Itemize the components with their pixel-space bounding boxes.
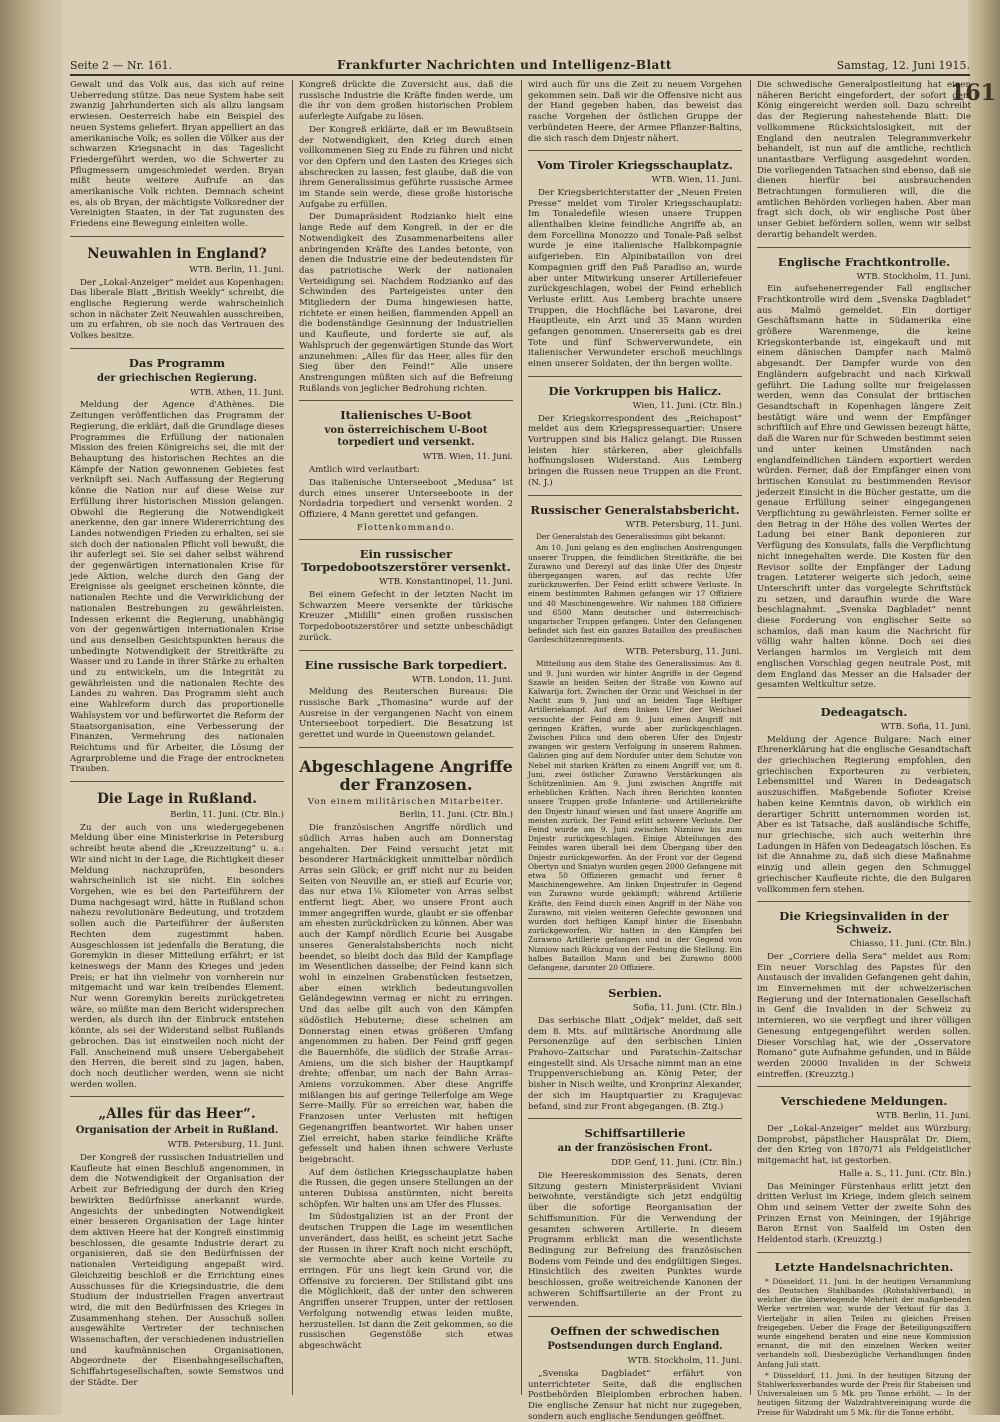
article-divider <box>299 747 513 748</box>
column-4 <box>757 80 971 1417</box>
dateline: Berlin, 11. Juni. (Ctr. Bln.) <box>399 810 513 821</box>
dateline: Chiasso, 11. Juni. (Ctr. Bln.) <box>849 939 971 950</box>
headline-frachtkontrolle: Englische Frachtkontrolle. <box>777 254 951 269</box>
dateline: WTB. Petersburg, 11. Juni. <box>625 519 742 530</box>
article-paragraph: Der „Lokal-Anzeiger“ meldet aus Würzburg: Domprobst, päpstlicher Hausprälat Dr. Diem, der den Krieg von 1870/71 als Feldgeistlicher mitgemacht hat, ist gestorben. <box>757 1124 971 1167</box>
article-paragraph: Kongreß drückte die Zuversicht aus, daß die russische Industrie die Kräfte finden werde, um die ihr von dem großen historischen Problem auferlegte Aufgabe zu lösen. <box>299 80 513 123</box>
article-divider <box>757 901 971 902</box>
column-rule <box>292 80 293 1395</box>
article-paragraph: Zu der auch von uns wiedergegebenen Meldung über eine Ministerkrise in Petersburg schreibt heute abend die „Kreuzzeitung“ u. a.: Wir sind nicht in der Lage, die Richtigkeit dieser Meldung nachzuprüfen, besonders wahrscheinlich ist sie nicht. Ein solches Vorgehen, wie es bei den Parteiführern der Duma nachgesagt wird, hätte in Rußland schon nahezu revolutionäre Bedeutung, und trotzdem sollen auch die Parteiführer der äußersten Rechten dem zugestimmt haben. Ausgeschlossen ist jedenfalls die Beratung, die Goremykin in dieser Mitteilung erfährt; er ist keineswegs der Mann des Krieges und jeden Preis; er hat ihn vielmehr von vornherein nur mitgemacht und war kein treibendes Element. Nur wenn Goremykin bereits zurückgetreten wäre, so müßte man dem Bericht widersprechen werden, als durch ihn der Einbruck entstehen könnte, als sei der Widerstand selbst Rußlands gebrochen. Das ist einstweilen noch nicht der Fall. Anscheinend muß unsere Uebergabeheit den Herren, die bereit sind zu jagen, haben, doch noch deutlicher werden, wenn sie nicht werden wollen. <box>70 822 284 1090</box>
article-paragraph: wird auch für uns die Zeit zu neuem Vorgehen gekommen sein. Daß wir die Offensive nicht aus der Hand gegeben haben, das beweist das rasche Vorgehen der östlichen Gruppe der verbündeten Heere, der Armee Pflanzer-Baltins, die sich rasch dem Dnjestr nähert. <box>528 80 742 144</box>
dateline: WTB. Sofia, 11. Juni. <box>880 721 971 732</box>
article-paragraph: Die französischen Angriffe nördlich und südlich Arras haben auch am Donnerstag angehalten. Der Feind versucht jetzt mit besonderer Hartnäckigkeit unmittelbar nördlich Arras sein Glück; er griff nicht nur zu beiden Seiten von Neuville an, er stieß auf Ecurie vor, das nur etwa 1⅛ Kilometer von Arras selbst entfernt liegt. Aber, wo unsere Front auch immer angegriffen wurde, glaubt er sie offenbar am ehesten zurückdrücken zu können. Aber was auch der Kampf nördlich Ecurie bei Ausgabe unseres Generalstabsberichts noch nicht beendet, so bleibt doch das Bild der Kampflage im Wesentlichen dasselbe; der Feind kann sich wohl in einzelnen Grabenstücken festsetzen, aber einen wirklich bedeutungsvollen Geländegewinn vermag er nicht zu erringen. Und das selbe gilt auch von den Kämpfen südöstlich Hebuterne; diese scheinen am Donnerstag einen etwas größeren Umfang angenommen zu haben. Der Feind griff gegen die Bauernhöfe, die südlich der Straße Arras–Amiens, um die sich bisher der Hauptkampf drehte; offenbar, um nach der Bahn Arras–Amiens vorzukommen. Aber diese Angriffe mißlangen bis auf geringe Teilerfolge am Wege Serre–Mailly. Für so erreichen war, haben die Franzosen unter Verlusten mit heftigen Gegenangriffen beantwortet. Wir haben unser Ziel erreicht, haben starke feindliche Kräfte gefesselt und haben ihnen schwere Verluste beigebracht. <box>299 823 513 1165</box>
article-paragraph: Der Generalstab des Generalissimus gibt bekannt: <box>536 532 726 542</box>
article-divider <box>528 495 742 496</box>
article-paragraph: Der Kriegsberichterstatter der „Neuen Freien Presse“ meldet vom Tiroler Kriegsschauplatz: Im Tonaledefile wiesen unsere Truppen allenthalben kleine feindliche Angriffe ab, an dem Forcellina Monozzo und Tonale-Paß selbst wurde je eine italienische Halbkompagnie aufgerieben. Ein Alpinibataillon von drei Kompagnien griff den Paß Paradiso an, wurde aber unter Mitwirkung unserer Artilleriefeuer zurückgeschlagen, wobei der Feind erheblich Verluste erlitt. Aus Lemberg brachte unsere Truppen, die Hochfläche bei Lavarone, drei Hauptleute, ein Arzt und 35 Mann wurden gefangen genommen. Unsererseits gab es drei Tote und fünf Schwerverwundete, ein italienischer Verwundeter erschoß meuchlings einen unserer Soldaten, der ihn bergen wollte. <box>528 187 742 370</box>
dateline: Halle a. S., 11. Juni. (Ctr. Bln.) <box>838 1168 971 1179</box>
article-paragraph: Bei einem Gefecht in der letzten Nacht im Schwarzen Meere versenkte der türkische Kreuzer „Midilli“ einen großen russischen Torpedobootszerstörer und setzte unbeschädigt zurück. <box>299 590 513 643</box>
article-paragraph: Die schwedische Generalpostleitung hat einen näheren Bericht eingefordert, der sofort dem König eingereicht werden soll. Dazu schreibt das der Regierung nahestehende Blatt: Die vollkommene Rücksichtslosigkeit, mit der England den neutralen Telegrammverkehr behandelt, ist nun auf die amtliche, rechtlich unantastbare Verfügung ausgedehnt worden. Die vorliegenden Tatsachen sind ebenso, daß sie dienen hierfür bei ausbrauchenden Betrachtungen formulieren will, die die amtlichen Behörden vorliegen haben. Aber man fragt sich doch, ob wir englische Post über unser Gebiet befördern sollen, wenn wir selbst derartig behandelt werden. <box>757 80 971 240</box>
article-paragraph: Im Südostgalizien ist an der Front der deutschen Truppen die Lage im wesentlichen unverändert, dass heißt, es scheint jetzt Sache der Russen in ihrer Kraft noch nicht erschöpft, sie vermochte aber auch keine Vorteile zu erringen. Für uns liegt kein Grund vor, die Offensive zu forcieren. Der Stillstand gibt uns die Möglichkeit, daß der unter den schweren Angriffen unserer Truppen, unter der rettlosen Verfolgung notwendig etwas leiden mußte, herzustellen. Ist dann die Zeit gekommen, so die russischen Gegenstöße sich etwas abgeschwächt <box>299 1212 513 1351</box>
article-paragraph: Am 10. Juni gelang es den englischen Anstrengungen unserer Truppen, die feindlichen Streitkräfte, die bei Zurawno und Derezyl auf das linke Ufer des Dnjestr übergegangen waren, auf das rechte Ufer zurückzuwerfen. Der Feind erlitt schwere Verluste. In einem bestimmten Rahmen gefangen wir 17 Offiziere und 40 Maschinengewehre. Wir nahmen 188 Offiziere und 6500 Mann deutscher und österreichisch-ungarischer Truppen gefangen. Unter den Gefangenen befindet sich fast ein ganzes Bataillon des preußischen Gardeschützenregiments. <box>528 543 742 645</box>
dateline: WTB. Petersburg, 11. Juni. <box>625 646 742 657</box>
headline-alles-fuer-das-heer: „Alles für das Heer“. <box>98 1106 256 1123</box>
headline-kriegsinvaliden: Die Kriegsinvaliden in der Schweiz. <box>779 909 949 937</box>
header-masthead: Frankfurter Nachrichten und Intelligenz-Blatt <box>336 58 672 72</box>
article-paragraph: Der „Lokal-Anzeiger“ meldet aus Kopenhagen: Das liberale Blatt „British Weekly“ schreibt, die englische Regierung werde wahrscheinlich schon in nächster Zeit Neuwahlen ausschreiben, um zu erfahren, ob sie noch das Vertrauen des Volkes besitze. <box>70 277 284 342</box>
subheadline-alles: Organisation der Arbeit in Rußland. <box>75 1125 279 1137</box>
article-paragraph: „Svenska Dagbladet“ erfährt von unterrichteter Seite, daß die englischen Postbehörden Bleiplomben erbrochen haben. Die englische Zensur hat nicht nur zugegeben, sondern auch englische Sendungen geöffnet. <box>528 1368 742 1422</box>
article-divider <box>70 348 284 349</box>
dateline: Wien, 11. Juni. (Ctr. Bln.) <box>632 400 742 411</box>
article-paragraph: Mitteilung aus dem Stabe des Generalissimus: Am 8. und 9. Juni wurden wir hinter Angriffe in der Gegend Szawle an beiden Seiten der Straße von Kowno auf Kalwarija fort. Zwischen der Orzic und Weichsel in der Nacht zum 9. Juni und an beiden Tage Heftiger Artilleriekampf. Auf dem linken Ufer der Weichsel versuchte der Feind am 9. Juni einen Angriff mit geringen Kräften, wurde aber zurückgeschlagen. Zwischen Pilica und dem oberen Ufer des Dnjestr zwangen wir gestern Verfolgung in unserem Rahmen. Galizien ging auf dem Nordufer unter dem Schutze von Nebel mit starken Kräften zu einem Angriff vor, um 8. Juni, zwei östlicher Zurawno Verstärkungen als Schützenlinien. Am 9. Juni zwischen Angriffe mit erheblichen Kräften. Nach ihren Berichten konnten unsere Truppen große Infanterie- und Artilleriekräfte den Dnjestr hinauf wiesen und fast unsere Angriffe am meisten zurück. Der Feind erlitt schwere Verluste. Der Feind wurde am 9. Juni zwischen Nizniow bis zum Dnjestr zurückgeschlagen. Einige Abteilungen des Feindes waren überall bei dem Übergang über den Dnjestr zurückgeworfen. An der Front vor der Gegend Obertyn und Sniatyn wurden gegen 2000 Gefangene mit etwa 50 Offizieren gemacht und ferner 8 Maschinengewehre. Am linken Dnjestrufer in Gegend von Zurawno wurde gekämpft; während Artillerie Kräfte, den Feind durch einen Angriff in der Nähe von Zurawno, mit vielen weiteren Gefechte gewonnen und wurden dort heftigen Kampf hinter die Eisenbahn zurückgeworfen. Wir hatten in den Kämpfen bei Zurawno Artillerie gefangen und in der Gegend von Nizniow nach Rückzug von der Festung die Stellung. Ein halbes Bataillon Mann und bei Zurawno 8000 Gefangene, darunter 20 Offiziere. <box>528 659 742 973</box>
article-divider <box>528 978 742 979</box>
headline-halicz: Die Vorkruppen bis Halicz. <box>548 383 722 398</box>
subheadline-programm: der griechischen Regierung. <box>97 372 257 384</box>
article-divider <box>528 150 742 151</box>
page-right-edge <box>968 0 1000 1415</box>
article-divider <box>70 781 284 782</box>
article-divider <box>757 1252 971 1253</box>
newspaper-page <box>70 54 971 1422</box>
dateline: WTB. Stockholm, 11. Juni. <box>627 1356 742 1367</box>
article-paragraph: Der Kongreß der russischen Industriellen und Kaufleute hat einen Beschluß angenommen, in dem die Notwendigkeit der Organisation der Arbeit zur Befriedigung der durch den Krieg bewirkten Bedürfnisse anerkannt wurde. Angesichts der unbedingten Notwendigkeit einer besseren Organisation der Lage hinter dem aktiven Heere hat der Kongreß einstimmig beschlossen, die gesamte Industrie derart zu organisieren, daß sie den Bedürfnissen der nationalen Verteidigung angepaßt wird. Gleichzeitig beschloß er die Errichtung eines Ausschusses für die Kriegsindustrie, die dem Studium der industriellen Fragen anvertraut wird, die mit den Bedürfnissen des Krieges in Zusammenhang stehen. Der Ausschuß sollen ausgewählte Vertreter der technischen Wissenschaften, der verschiedenen industriellen und kaufmännischen Organisationen, Abgeordnete der Eisenbahngesellschaften, Schiffahrtsgesellschaften, sowie Semstwos und der Städte. Der <box>70 1153 284 1388</box>
article-paragraph: Auf dem östlichen Kriegsschauplatze haben die Russen, die gegen unsere Stellungen an der unteren Dubissa anstürmten, nicht bereits schöpfen. Wir halten uns am Ufer des Flusses. <box>299 1167 513 1210</box>
dateline: WTB. Wien, 11. Juni. <box>651 175 742 186</box>
article-paragraph: Der Dumapräsident Rodzianko hielt eine lange Rede auf dem Kongreß, in der er die Notwendigkeit des Zusammenarbeitens aller anbringenden Kräfte des Landes betonte, von denen die Industrie eine der bedeutendsten für das patriotische Werk der nationalen Verteidigung sei. Nachdem Rodzianko auf das Schwinden des Parteigeistes unter den Mitgliedern der Duma hingewiesen hatte, richtete er einen heißen, flammenden Appell an die bodenständige Gesinnung der Industriellen und Kaufleute, und forderte sie auf, als Wahlspruch der gegenwärtigen Stunde das Wort anzunehmen: „Alles für das Heer, alles für den Sieg über den Feind!“ Alle unsere Anstrengungen müßten sich auf die Befreiung Rußlands von jeglicher Bedrohung richten. <box>299 212 513 394</box>
header-date: Samstag, 12. Juni 1915. <box>836 59 970 72</box>
headline-bark: Eine russische Bark torpediert. <box>304 657 508 672</box>
subheadline-oeffnen: Postsendungen durch England. <box>547 1341 723 1353</box>
headline-torpedoboot: Ein russischer Torpedobootszerstörer versenkt. <box>301 547 511 575</box>
column-1 <box>70 80 284 1395</box>
article-divider <box>299 650 513 651</box>
headline-uboot: Italienisches U-Boot <box>340 408 472 423</box>
article-paragraph: Die Heereskommission des Senats, deren Sitzung gestern Ministerpräsident Viviani beiwohnte, verständigte sich jetzt endgültig über die sofortige Reorganisation der Schiffsmunition. Für die Verwendung der gesamten schweren Artillerie. In diesem Programm erblickt man die wesentlichste Bedingung zur Befreiung des französischen Bodens vom Feinde und des endgültigen Sieges. Hinsichtlich des zweiten Punktes wurde beschlossen, große weitreichende Kanonen der schweren Schiffsartillerie an der Front zu verwenden. <box>528 1170 742 1310</box>
signature: Flottenkommando. <box>356 522 455 533</box>
headline-lage-russland: Die Lage in Rußland. <box>97 791 257 808</box>
headline-serbien: Serbien. <box>608 986 662 1001</box>
article-paragraph: Meldung des Reuterschen Bureaus: Die russische Bark „Thomasina“ wurde auf der Ausreise in der vergangenen Nacht von einem Unterseeboot torpediert. Die Besatzung ist gerettet und wurde in Queenstown gelandet. <box>299 687 513 741</box>
article-paragraph: * Düsseldorf, 11. Juni. In der heutigen Sitzung der Stahlwerksverbandes wurde der Preis für Stabeisen und Universaleisen um 5 Mk. pro Tonne erhöht. — In der heutigen Sitzung der Walzdrahtvereinigung wurde die Preise für Walzdraht um 5 Mk. für die Tonne erhöht. <box>757 1370 971 1417</box>
dateline: WTB. Wien, 11. Juni. <box>422 452 513 463</box>
headline-neuwahlen: Neuwahlen in England? <box>87 245 267 262</box>
page-left-edge <box>0 0 62 1415</box>
article-divider <box>528 1118 742 1119</box>
article-divider <box>528 376 742 377</box>
article-paragraph: Meldung der Agence d'Athènes. Die Zeitungen veröffentlichen das Programm der Regierung, die erklärt, daß die Grundlage dieses Programmes die Erfüllung der nationalen Mission des freien Königreichs sei, die mit der Behauptung des historischen Rechtes an die Kämpfe der Nation gewonnenen Gebietes fest verknüpft sei. Nach Auffassung der Regierung könne die Nation nur auf diese Weise zur Erfüllung ihrer historischen Mission gelangen. Obwohl die Regierung die Notwendigkeit anerkenne, den gar innere Widererrichtung des Landes notwendigen Frieden zu erhalten, sei sie sich doch der nationalen Pflicht voll bewußt, die ihr auferlegt sei. Sie sei daher selbst während der gegenwärtigen internationalen Krise für jede Aktion, welche durch den Gang der Ereignisse als geeignet erscheinen könnte, die nationalen Rechte und die Verwirklichung der nationalen Bestrebungen zu gewährleisten. Indessen erkennt die Regierung, unabhängig von der gegenwärtigen internationalen Krise und aus denselben Gesichtspunkten heraus die unbedingte Notwendigkeit der Streitkräfte zu Wasser und zu Lande in ihrer Stärke zu erhalten und zu entwickeln, um die Integrität zu gewährleisten und die nationalen Rechte des Landes zu wahren. Das Programm sieht auch eine Wahlreform durch das proportionelle Wahlsystem vor und befürwortet die Reform der Staatsorganisation, eine Verbesserung der Finanzen, Vermehrung des nationalen Reichtums und für Arbeiter, die Lösung der Agrarprobleme und die Frage der entrockneten Trauben. <box>70 400 284 775</box>
headline-dedeagatsch: Dedeagatsch. <box>820 704 908 719</box>
dateline: WTB. Stockholm, 11. Juni. <box>856 271 971 282</box>
columns <box>70 80 971 1422</box>
headline-angriffe: Abgeschlagene Angriffe der Franzosen. <box>299 756 513 794</box>
article-paragraph: Der Kriegskorrespondent des „Reichspost“ meldet aus dem Kriegspressequartier: Unsere Vortruppen sind bis Halicz gelangt. Die Russen leisten hier stärkeren, aber gleichfalls hoffnungslosen Widerstand. Aus Lemberg bringen die Russen neue Truppen an die Front. (N. J.) <box>528 413 742 488</box>
headline-tirol: Vom Tiroler Kriegsschauplatz. <box>537 158 733 173</box>
dateline: WTB. Petersburg, 11. Juni. <box>167 1140 284 1151</box>
subheadline-uboot: von österreichischem U-Boot torpediert und versenkt. <box>324 425 488 449</box>
dateline: DDP. Genf, 11. Juni. (Ctr. Bln.) <box>611 1158 742 1169</box>
dateline: WTB. Berlin, 11. Juni. <box>876 1111 971 1122</box>
article-divider <box>299 400 513 401</box>
column-3 <box>528 80 742 1422</box>
subheadline-schiffsartillerie: an der französischen Front. <box>557 1143 713 1155</box>
article-divider <box>528 1316 742 1317</box>
dateline: Berlin, 11. Juni. (Ctr. Bln.) <box>170 810 284 821</box>
article-paragraph: Ein aufsehenerregender Fall englischer Frachtkontrolle wird dem „Svenska Dagbladet“ aus Malmö gemeldet. Ein dortiger Geschäftsmann hatte in Südamerika eine größere Warenmenge, die keine Kriegskonterbande ist, eingekauft und mit einem dänischen Dampfer nach Malmö abgesandt. Der Dampfer wurde von den Engländern aufgebracht und nach Kirkwall geführt. Die Ladung sollte nur freigelassen werden, wenn das Consulat der britischen Gesandtschaft in Kopenhagen längere Zeit bestätigt wäre und wenn der Empfänger schriftlich auf Ehre und Gewissen bezeugt hätte, daß die Waren nur für Schweden bestimmt seien und unter keinen Umständen nach englandfeindlichen Ländern exportiert werden würden. Ferner, daß der Empfänger einen vom britischen Konsulat zu bestimmenden Revisor jederzeit Einsicht in die Bücher gestatte, um die genaue Erfüllung seiner eingegangenen Verpflichtung zu gewährleisten. Ferner sollte er den Betrag in der Höhe des vollen Wertes der Ladung bei einer Bank deponieren zur Verfügung des Konsulats, falls die Verpflichtung nicht innegehalten werde. Die Kosten für den Revisor sollte der Empfänger der Ladung tragen. Letzterer weigerte sich jedoch, seine Unterschrift unter das vorgelegte Schriftstück zu setzen, und daraufhin wurde die Ware beschlagnahmt. „Svenska Dagbladet“ nennt diese Forderung von englischer Seite so schamlos, daß man kaum die Nachricht für völlig wahr halten könne. Doch sei dies Verlangen harmlos im Vergleich mit dem englischen Vorschlag gegen neutrale Post, mit dem England das Messer an die Halsader der gesamten Weltkultur setze. <box>757 284 971 691</box>
article-divider <box>757 1086 971 1087</box>
article-paragraph: Meldung der Agence Bulgare: Nach einer Ehrenerklärung hat die englische Gesandtschaft der griechischen Regierung empfohlen, den griechischen Exporteuren zu verbieten, Lebensmittel und Waren in Dedeagatsch auszuschiffen. Maßgebende Sofioter Kreise haben keine Kenntnis davon, ob wirklich ein derartiger Schritt unternommen worden ist. Aber es ist Tatsache, daß ausländische Schiffe, nur griechische, sich auch weiterhin ihre Ladungen in Häfen von Dedeagatsch löschen. Es ist die Annahme zu, daß sich diese Maßnahme einzig und allein gegen den Schmuggel griechischer Kaufleute richte, die den Bulgaren vollkommen fern stehen. <box>757 734 971 895</box>
article-divider <box>70 236 284 237</box>
article-paragraph: Gewalt und das Volk aus, das sich auf reine Ueberredung stütze. Das neue System habe seit zwanzig Jahrhunderten sich als allzu langsam erwiesen. Oesterreich habe ein Beispiel des neuen Systems geliefert. Bryan appelliert an das amerikanische Volk; es sollen die Völker aus der schwarzen Kriegsnacht in das Tageslicht Friedergeführt werden, wo die Schwerter zu Pflugmessern umgeschmiedet werden. Bryan mißt heute weitere Aufrufe an das amerikanische Volk richten. Demnach scheint es, als ob Bryan, der mächtigste Volksredner der Vereinigten Staaten, in der Tat zugunsten des Friedens eine Bewegung einleiten wolle. <box>70 80 284 230</box>
dateline: Sofia, 11. Juni. (Ctr. Bln.) <box>632 1003 742 1014</box>
header-page-number: Seite 2 — Nr. 161. <box>70 59 173 72</box>
page-folio: 161 <box>950 80 996 106</box>
article-paragraph: * Düsseldorf, 11. Juni. In der heutigen Versammlung des Deutschen Stahlbandes (Rohstahlverband), in welcher die überwiegende Mehrheit der maßgebenden Werke vertreten war, wurde der Verkauf für das 3. Vierteljahr in allen Teilen zu gleichen Preisen freigegeben. Ueber die Frage der Beteiligungsziffern wurde eingehend beraten und eine neue Kommission ernannt, die mit den einzelnen Werken weiter verhandeln soll. Diesbezügliche Verhandlungen finden Anfang Juli statt. <box>757 1276 971 1369</box>
article-divider <box>299 539 513 540</box>
dateline: WTB. Berlin, 11. Juni. <box>189 264 284 275</box>
headline-oeffnen: Oeffnen der schwedischen <box>550 1324 720 1339</box>
article-paragraph: Der „Corriere della Sera“ meldet aus Rom: Ein neuer Vorschlag des Papstes für den Austausch der invaliden Gefangenen geht dahin, im Einvernehmen mit der schweizerischen Regierung und der Internationalen Gesellschaft in Genf die Invaliden in der Schweiz zu internieren, wo sie verpflegt und ihrer völligen Genesung entgegengeführt werden sollen. Dieser Vorschlag hat, wie der „Osservatore Romano“ gute Aufnahme gefunden, und in Bälde werden 20000 Invaliden in der Schweiz eintreffen. (Kreuzztg.) <box>757 951 971 1080</box>
headline-generalstab: Russischer Generalstabsbericht. <box>530 502 740 517</box>
headline-handelsnachrichten: Letzte Handelsnachrichten. <box>774 1259 954 1274</box>
dateline: WTB. Konstantinopel, 11. Juni. <box>379 577 513 588</box>
article-paragraph: Das italienische Unterseeboot „Medusa“ ist durch eines unserer Unterseeboote in der Nordadria torpediert und versenkt worden. 2 Offiziere, 4 Mann gerettet und gefangen. <box>299 477 513 520</box>
article-paragraph: Der Kongreß erklärte, daß er im Bewußtsein der Notwendigkeit, den Krieg durch einen vollkommenen Sieg zu Ende zu führen und nicht vor den Opfern und den Lasten des Krieges sich abschrecken zu lassen, fest glaube, daß die von ihrem Generalissimus geführte russische Armee im Stande sein werde, diese große historische Aufgabe zu erfüllen. <box>299 124 513 210</box>
headline-programm: Das Programm <box>128 355 226 370</box>
page-header <box>70 54 970 76</box>
headline-verschiedene: Verschiedene Meldungen. <box>780 1094 948 1109</box>
dateline: WTB. Athen, 11. Juni. <box>190 387 284 398</box>
column-rule <box>521 80 522 1395</box>
article-divider <box>70 1096 284 1097</box>
byline: Von einem militärischen Mitarbeiter. <box>307 796 505 807</box>
article-paragraph: Amtlich wird verlautbart: <box>309 465 420 476</box>
headline-schiffsartillerie: Schiffsartillerie <box>584 1126 686 1141</box>
column-2 <box>299 80 513 1395</box>
article-paragraph: Das Meininger Fürstenhaus erlitt jetzt den dritten Verlust im Kriege, indem gleich seinem Ohm und seinem Vetter der zweite Sohn des Prinzen Ernst von Meiningen, der 19jährige Baron Ernst von Saalfeld im Osten den Heldentod starb. (Kreuzztg.) <box>757 1181 971 1246</box>
article-divider <box>757 697 971 698</box>
article-divider <box>757 247 971 248</box>
dateline: WTB. London, 11. Juni. <box>412 674 513 685</box>
column-rule <box>750 80 751 1395</box>
article-paragraph: Das serbische Blatt „Odjek“ meldet, daß seit dem 8. Mts. auf militärische Anordnung alle Personenzüge auf den serbischen Linien Prahovo–Zaitschar und Paratschin–Zaitschar eingestellt sind. Als Ursache nimmt man an eine Truppenverschiebung an. König Peter, der bisher in Nisch weilte, und Kronprinz Alexander, der sich im Hauptquartier zu Kragujevac befand, sind zur Front abgegangen. (B. Ztg.) <box>528 1015 742 1112</box>
